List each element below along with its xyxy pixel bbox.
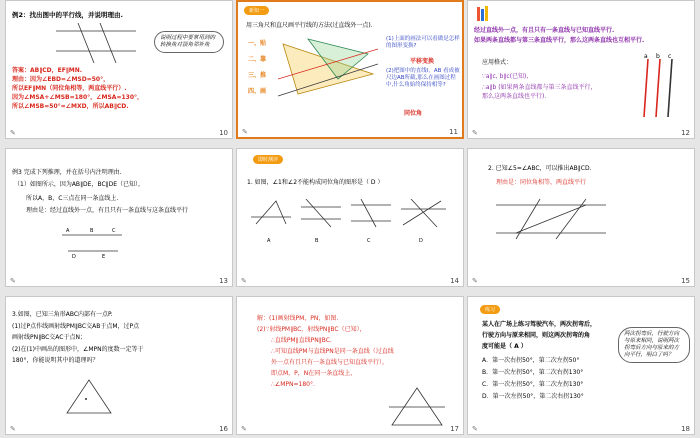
slide-title: 例2：找出图中的平行线，并说明理由. xyxy=(12,11,123,19)
slide-number: 10 xyxy=(219,129,228,137)
question-text: 某人在广场上练习驾驶汽车，两次拐弯后， xyxy=(482,321,597,328)
point-label: B xyxy=(90,228,94,234)
answer-2: 同位角 xyxy=(404,110,423,117)
slide-title: 用三角尺和直尺画平行线的方法(过直线外一点). xyxy=(246,22,373,29)
slide-number: 11 xyxy=(449,128,458,136)
step-label: 一、贴 xyxy=(248,40,267,47)
solution-line: 外一点有且只有一条直线与已知直线平行）， xyxy=(271,359,389,366)
slide-thumbnail-15[interactable] xyxy=(467,148,695,287)
question-2: (2)把图中的直线l，AB 看成被尺边AB所截,那么在画图过程中,什么角始终保持相等? xyxy=(386,68,460,88)
line-label: b xyxy=(656,53,660,60)
point-label: C xyxy=(112,228,116,234)
option-label: D xyxy=(419,238,423,244)
parallel-lines-figure xyxy=(56,23,136,63)
point-label: A xyxy=(66,228,70,234)
section-tag: 即时测评 xyxy=(253,155,283,164)
line-label: c xyxy=(668,53,672,60)
slide-number: 14 xyxy=(450,277,459,285)
pencil-icon xyxy=(474,5,490,23)
option-line: C．第一次左拐50°，第二次左拐130° xyxy=(482,381,584,388)
slide-thumbnail-17[interactable] xyxy=(236,296,464,435)
answer-line: 所以EF∥MN（同位角相等，两直线平行）. xyxy=(12,85,127,92)
theorem-line: 如果两条直线都与第三条直线平行，那么这两条直线也互相平行. xyxy=(474,37,645,44)
slide-note-mark: ✎ xyxy=(472,425,478,433)
reason-line: 理由是：经过直线外一点，有且只有一条直线与这条直线平行 xyxy=(26,207,189,214)
slide-note-mark: ✎ xyxy=(241,277,247,285)
answer-line: 所以∠MSB=50°=∠MXD，所以AB∥CD. xyxy=(12,103,129,110)
answer-line: 因为∠MSA+∠MSB=180°，∠MSA=130°， xyxy=(12,94,144,101)
tip-bubble: 两次拐弯后，行驶方向与原来相同，说明两次拐弯后方向与原来的方向平行，明白了吗？ xyxy=(618,327,690,363)
slide-note-mark: ✎ xyxy=(10,129,16,137)
line-label: a xyxy=(644,53,648,60)
slide-number: 13 xyxy=(219,277,228,285)
slide-note-mark: ✎ xyxy=(241,425,247,433)
format-label: 应用格式： xyxy=(482,59,513,66)
section-tag: 练习 xyxy=(480,305,500,314)
option-line: A．第一次右拐50°，第二次左拐50° xyxy=(482,357,580,364)
question-text: 3.如图，已知三角形ABC内部有一点P. xyxy=(12,311,113,318)
triangle-figure xyxy=(387,385,447,429)
slide-thumbnail-12[interactable] xyxy=(467,0,695,139)
slide-thumbnail-10[interactable] xyxy=(5,0,233,139)
step-label: 三、推 xyxy=(248,72,267,79)
triangle-figure xyxy=(64,377,114,417)
slide-number: 17 xyxy=(450,425,459,433)
triangle-ruler-figure xyxy=(278,34,378,104)
solution-line: ∴可知直线PM与直线PN是同一条直线（过直线 xyxy=(271,348,394,355)
question-text: 1. 如图，∠1和∠2不能构成同位角的图形是（ D ） xyxy=(247,179,384,186)
slide-note-mark: ✎ xyxy=(242,128,248,136)
slide-number: 15 xyxy=(681,277,690,285)
solution-line: ∴∠MPN=180°. xyxy=(271,381,315,388)
section-tag: 新知一 xyxy=(244,6,269,15)
answer-line: 答案：AB∥CD，EF∥MN. xyxy=(12,67,83,74)
format-line: ∵a∥c, b∥c(已知), xyxy=(482,73,529,80)
slide-number: 18 xyxy=(681,425,690,433)
question-text: (1)过P点作线画射线PM∥BC交AB于点M，过P点 xyxy=(12,323,140,330)
point-label: E xyxy=(102,254,106,260)
answer-1: 平移变换 xyxy=(410,58,435,65)
slide-thumbnail-13[interactable] xyxy=(5,148,233,287)
solution-line: (2)∵射线PM∥BC，射线PN∥BC（已知）， xyxy=(257,326,366,333)
option-line: D．第一次左拐50°，第二次右拐130° xyxy=(482,393,584,400)
question-text: 画射线PN∥BC交AC于点N； xyxy=(12,334,86,341)
slide-note-mark: ✎ xyxy=(472,129,478,137)
question-text: 180°，你能说明其中的道理吗？ xyxy=(12,357,99,364)
solution-line: 即点M，P，N在同一条直线上， xyxy=(271,370,357,377)
option-label: C xyxy=(367,238,371,244)
slide-note-mark: ✎ xyxy=(10,425,16,433)
problem-line: 所以A，B，C三点在同一条直线上. xyxy=(26,195,119,202)
solution-line: ∴直线PM∥直线PN∥BC. xyxy=(271,337,332,344)
slide-thumbnail-16[interactable] xyxy=(5,296,233,435)
option-line: B．第一次左拐50°，第二次右拐130° xyxy=(482,369,584,376)
option-label: B xyxy=(315,238,319,244)
point-label: D xyxy=(72,254,76,260)
slide-note-mark: ✎ xyxy=(472,277,478,285)
question-text: 度可能是（ A ） xyxy=(482,343,527,350)
slide-number: 16 xyxy=(219,425,228,433)
question-text: 2. 已知∠5=∠ABC，可以推出AB∥CD. xyxy=(488,165,592,172)
slide-thumbnail-11[interactable] xyxy=(236,0,464,139)
question-text: 行驶方向与原来相同，则这两次拐弯的角 xyxy=(482,332,591,339)
problem-line: （1）如图所示，因为AB∥DE，BC∥DE（已知）， xyxy=(14,181,145,188)
option-label: A xyxy=(267,238,271,244)
answer-line: 理由：因为∠EBD=∠MSD=50°， xyxy=(12,76,110,83)
step-label: 二、靠 xyxy=(248,56,267,63)
format-line: ∴a∥b (如果两条直线都与第三条直线平行，那么这两条直线也平行). xyxy=(482,84,597,100)
tip-bubble: 说明过程中要常用到的转换角对顶角邻补角 xyxy=(154,31,224,53)
slide-note-mark: ✎ xyxy=(10,277,16,285)
question-1: (1)上面的画法可以看做是怎样的图形变换? xyxy=(386,36,460,49)
theorem-line: 经过直线外一点，有且只有一条直线与已知直线平行. xyxy=(474,27,615,34)
solution-line: 解：(1)画射线PM，PN，如图. xyxy=(257,315,339,322)
angle-options-figure xyxy=(251,199,451,229)
slide-thumbnail-14[interactable] xyxy=(236,148,464,287)
question-text: (2)在(1)中画出的图形中，∠MPN的度数一定等于 xyxy=(12,346,144,353)
slide-thumbnail-18[interactable] xyxy=(467,296,695,435)
parallel-lines-figure xyxy=(496,195,606,245)
three-parallel-lines-figure xyxy=(640,59,680,119)
reason-line: 理由是：同位角相等，两直线平行 xyxy=(496,179,587,186)
step-label: 四、画 xyxy=(248,88,267,95)
slide-number: 12 xyxy=(681,129,690,137)
slide-title: 例3 完成下列推理，并在括号内注明理由. xyxy=(12,169,122,176)
